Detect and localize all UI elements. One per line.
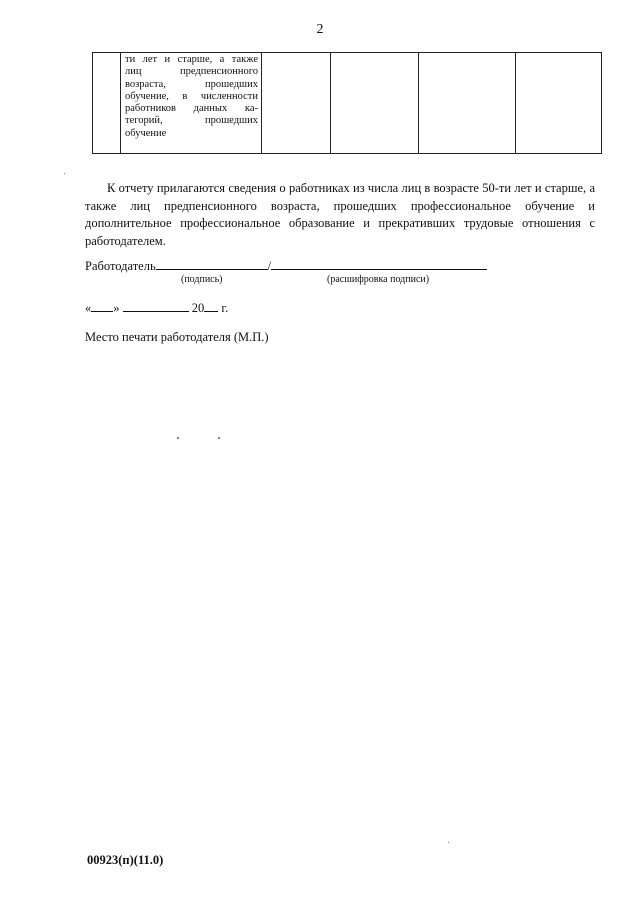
table-cell-category [121,53,262,154]
table-cell-empty [93,53,121,154]
date-row [85,299,228,316]
category-text [121,53,261,153]
category-line: обучение, в численности [125,90,258,102]
scan-speck [218,437,220,439]
table-row [93,53,602,154]
scan-speck [448,842,449,843]
decoding-caption: (расшифровка подписи) [327,274,430,285]
category-line: тегорий, прошедших [125,115,258,127]
signature-separator: / [267,259,272,273]
employer-label: Работодатель [85,259,156,273]
year-suffix: г. [221,301,229,315]
table-cell-empty [262,53,331,154]
table-cell-empty [331,53,419,154]
table-cell-empty [419,53,516,154]
attachment-paragraph: К отчету прилагаются сведения о работниках из числа лиц в возрасте 50-ти лет и старше, а также лиц предпенсионного возраста, прошедших профессиональное обучение и дополнительное профессиональное образование и прекративших трудовые отношения с работодателем. [85,181,595,248]
year-blank [204,299,218,312]
date-open-quote: « [85,301,92,315]
month-blank [123,299,189,312]
category-line: ти лет и старше, а также [125,54,258,65]
category-line: работников данных ка- [125,103,258,115]
category-line: лиц предпенсионного [125,66,258,78]
signature-caption: (подпись) [181,274,223,285]
page-number: 2 [316,22,324,37]
day-blank [91,299,113,312]
stamp-place-label: Место печати работодателя (М.П.) [85,330,269,344]
decoding-line [271,257,487,270]
scan-speck [177,437,179,439]
date-close-quote: » [113,301,120,315]
year-prefix: 20 [191,301,205,315]
signature-line [156,257,268,270]
category-line: обучение [125,127,167,139]
scan-speck [64,173,65,174]
form-code: 00923(п)(11.0) [87,853,164,867]
report-table [92,52,602,154]
category-line: возраста, прошедших [125,78,258,90]
signature-row [85,257,487,274]
table-cell-empty [516,53,602,154]
